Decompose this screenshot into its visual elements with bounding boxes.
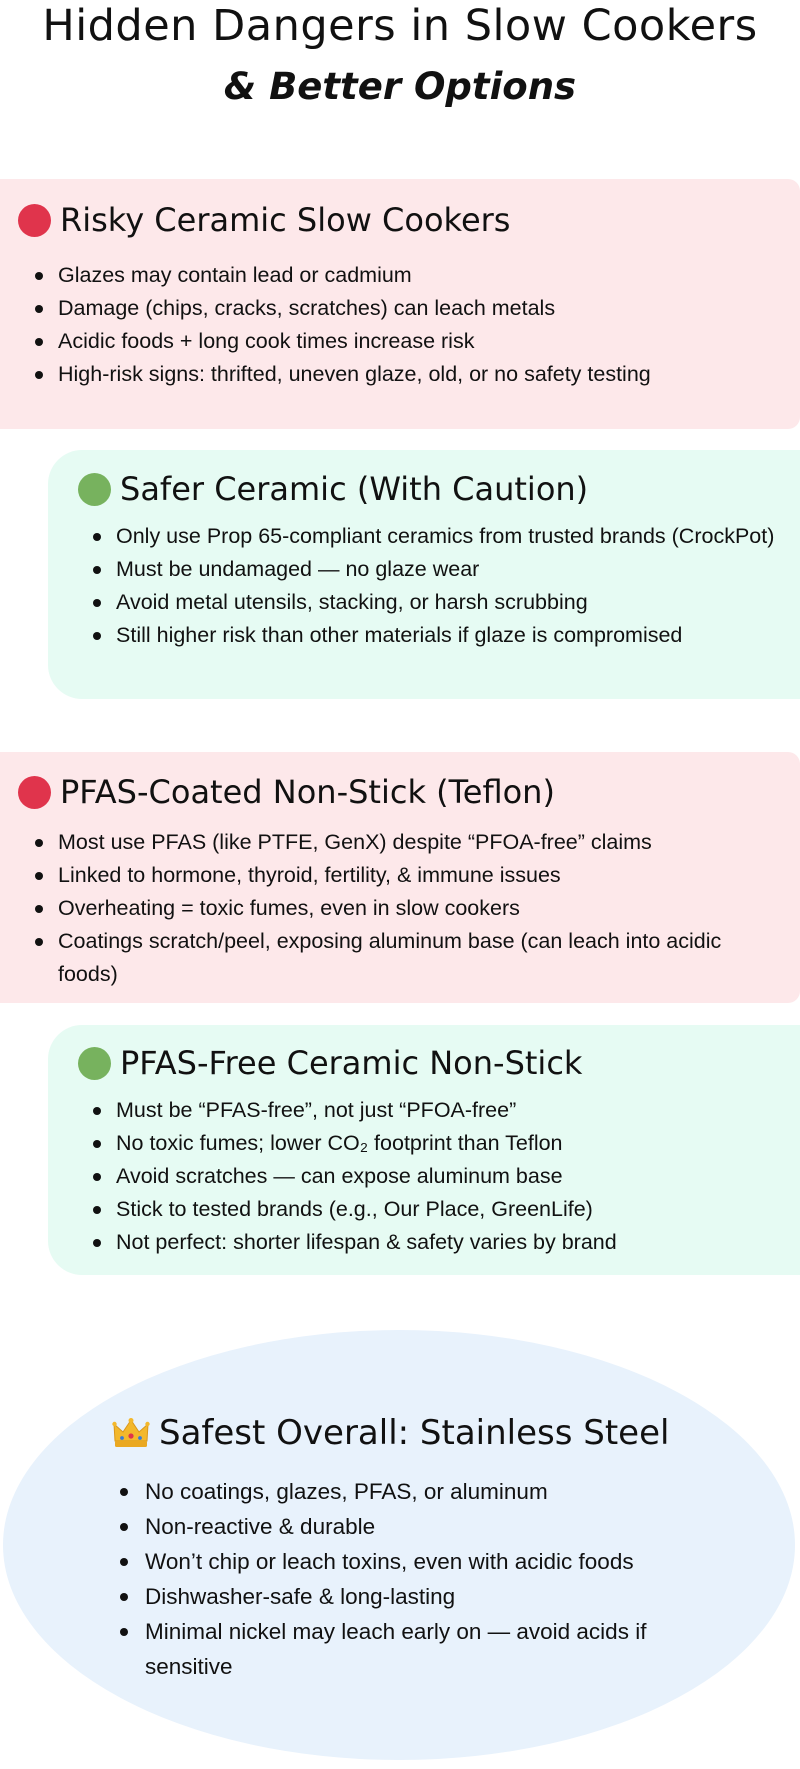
point-list (88, 520, 783, 652)
point-list (30, 259, 790, 391)
section-heading-row (78, 1043, 582, 1083)
safest-heading: Safest Overall: Stainless Steel (159, 1413, 670, 1453)
section-pfas-free (48, 1025, 800, 1275)
green-circle-icon (78, 1047, 111, 1080)
section-heading: PFAS-Coated Non-Stick (Teflon) (60, 773, 555, 811)
list-item: Non-reactive & durable (113, 1509, 713, 1544)
list-item: Dishwasher-safe & long-lasting (113, 1579, 713, 1614)
section-heading-row (78, 469, 588, 509)
page-title: Hidden Dangers in Slow Cookers (42, 1, 758, 51)
list-item: Acidic foods + long cook times increase risk (30, 325, 790, 358)
list-item: Most use PFAS (like PTFE, GenX) despite “PFOA-free” claims (30, 826, 750, 859)
section-heading: Risky Ceramic Slow Cookers (60, 201, 511, 239)
list-item: Must be undamaged — no glaze wear (88, 553, 783, 586)
list-item: Damage (chips, cracks, scratches) can leach metals (30, 292, 790, 325)
list-item: Not perfect: shorter lifespan & safety varies by brand (88, 1226, 788, 1259)
list-item: Avoid scratches — can expose aluminum base (88, 1160, 788, 1193)
point-list (88, 1094, 788, 1259)
page-subtitle: & Better Options (223, 65, 577, 108)
section-heading: Safer Ceramic (With Caution) (120, 470, 589, 508)
red-circle-icon (18, 204, 51, 237)
list-item: Linked to hormone, thyroid, fertility, & immune issues (30, 859, 750, 892)
section-heading: PFAS-Free Ceramic Non-Stick (120, 1044, 583, 1082)
list-item: Still higher risk than other materials if glaze is compromised (88, 619, 783, 652)
section-pfas-coated (0, 752, 800, 1003)
list-item: Only use Prop 65-compliant ceramics from trusted brands (CrockPot) (88, 520, 783, 553)
list-item: No toxic fumes; lower CO₂ footprint than Teflon (88, 1127, 788, 1160)
list-item: Stick to tested brands (e.g., Our Place, GreenLife) (88, 1193, 788, 1226)
point-list (30, 826, 750, 991)
section-heading-row (18, 200, 510, 240)
list-item: High-risk signs: thrifted, uneven glaze, old, or no safety testing (30, 358, 790, 391)
safest-heading-row (112, 1413, 669, 1453)
list-item: Must be “PFAS-free”, not just “PFOA-free” (88, 1094, 788, 1127)
list-item: Won’t chip or leach toxins, even with acidic foods (113, 1544, 713, 1579)
crown-icon (112, 1417, 150, 1449)
section-safer-ceramic (48, 450, 800, 699)
list-item: Minimal nickel may leach early on — avoid acids if sensitive (113, 1614, 713, 1684)
list-item: Avoid metal utensils, stacking, or harsh scrubbing (88, 586, 783, 619)
section-heading-row (18, 772, 555, 812)
red-circle-icon (18, 776, 51, 809)
list-item: Coatings scratch/peel, exposing aluminum base (can leach into acidic foods) (30, 925, 750, 991)
section-risky-ceramic (0, 179, 800, 429)
safest-point-list (113, 1474, 713, 1684)
list-item: No coatings, glazes, PFAS, or aluminum (113, 1474, 713, 1509)
list-item: Overheating = toxic fumes, even in slow cookers (30, 892, 750, 925)
green-circle-icon (78, 473, 111, 506)
list-item: Glazes may contain lead or cadmium (30, 259, 790, 292)
